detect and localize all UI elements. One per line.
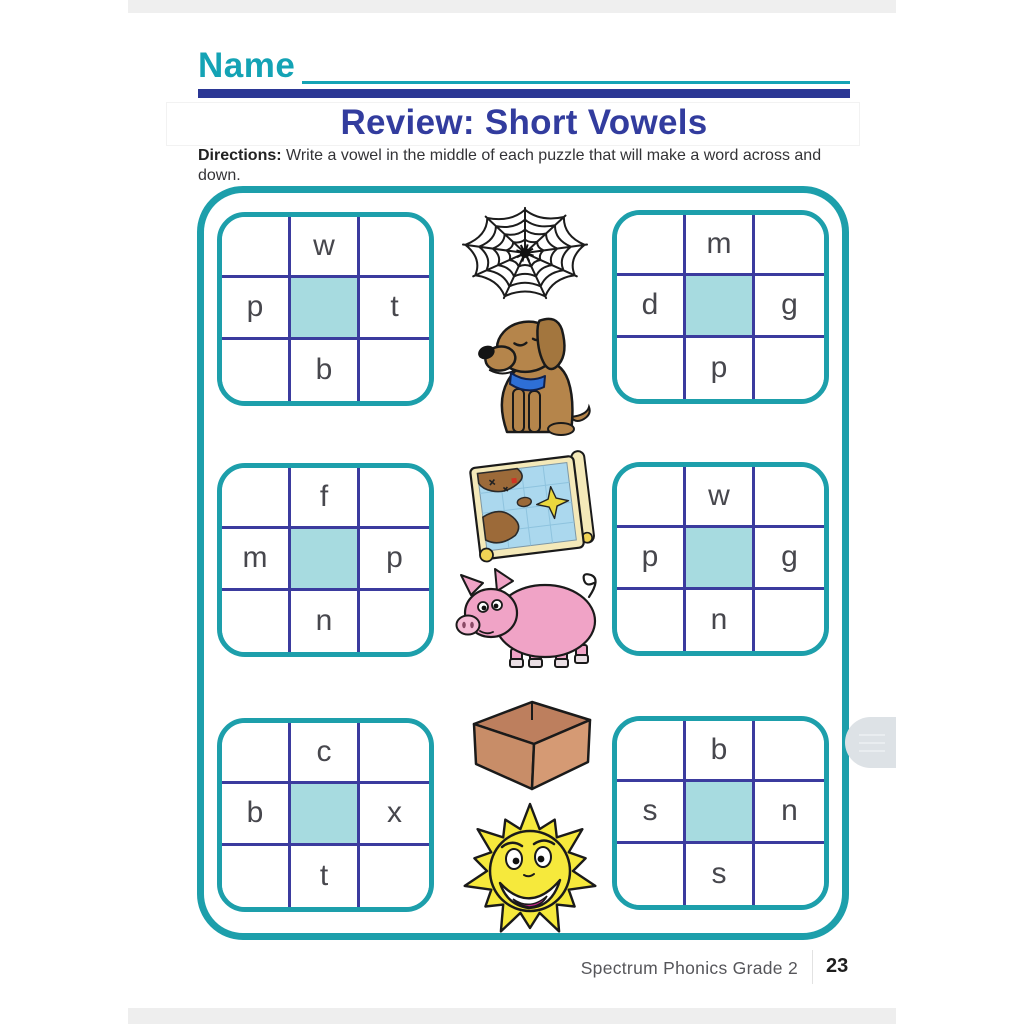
letter-cell: s — [617, 782, 686, 843]
header-divider-bar — [198, 89, 850, 98]
puzzle-top-right — [612, 210, 829, 404]
answer-cell[interactable] — [291, 784, 360, 845]
letter-cell: x — [360, 784, 429, 845]
puzzle-top-left — [217, 212, 434, 406]
worksheet-page — [128, 0, 896, 1024]
letter-cell: b — [222, 784, 291, 845]
puzzle-bottom-right — [612, 716, 829, 910]
name-write-line[interactable] — [302, 81, 850, 84]
letter-cell: w — [291, 217, 360, 278]
tab-grip-lines — [859, 734, 885, 752]
puzzle-middle-left — [217, 463, 434, 657]
letter-cell: n — [686, 590, 755, 651]
pig-image — [455, 563, 607, 671]
letter-cell: n — [291, 591, 360, 652]
letter-cell: c — [291, 723, 360, 784]
name-label: Name — [198, 46, 296, 85]
letter-cell: m — [222, 529, 291, 590]
footer-divider — [812, 950, 813, 984]
directions-text: Directions: Write a vowel in the middle of each puzzle that will make a word across and down. — [198, 147, 822, 185]
answer-cell[interactable] — [686, 528, 755, 589]
letter-cell: s — [686, 844, 755, 905]
letter-cell: m — [686, 215, 755, 276]
puzzle-bottom-left — [217, 718, 434, 912]
dog-image — [473, 311, 593, 437]
page-curl-tab[interactable] — [845, 717, 896, 768]
spider-web-image — [455, 199, 595, 305]
directions-label: Directions: — [198, 147, 282, 164]
box-image — [462, 694, 602, 791]
answer-cell[interactable] — [686, 782, 755, 843]
letter-cell: w — [686, 467, 755, 528]
sun-image — [450, 799, 610, 941]
answer-cell[interactable] — [291, 529, 360, 590]
letter-cell: p — [222, 278, 291, 339]
puzzle-middle-right — [612, 462, 829, 656]
letter-cell: t — [360, 278, 429, 339]
letter-cell: t — [291, 846, 360, 907]
letter-cell: n — [755, 782, 824, 843]
letter-cell: b — [686, 721, 755, 782]
letter-cell: b — [291, 340, 360, 401]
page-title: Review: Short Vowels — [340, 103, 708, 142]
page-top-edge — [128, 0, 896, 13]
letter-cell: p — [617, 528, 686, 589]
letter-cell: p — [360, 529, 429, 590]
answer-cell[interactable] — [291, 278, 360, 339]
answer-cell[interactable] — [686, 276, 755, 337]
page-bottom-edge — [128, 1008, 896, 1024]
letter-cell: d — [617, 276, 686, 337]
letter-cell: p — [686, 338, 755, 399]
letter-cell: g — [755, 276, 824, 337]
letter-cell: g — [755, 528, 824, 589]
letter-cell: f — [291, 468, 360, 529]
footer-book-title: Spectrum Phonics Grade 2 — [580, 958, 798, 978]
treasure-map-image — [465, 449, 601, 565]
footer-page-number: 23 — [826, 955, 849, 977]
